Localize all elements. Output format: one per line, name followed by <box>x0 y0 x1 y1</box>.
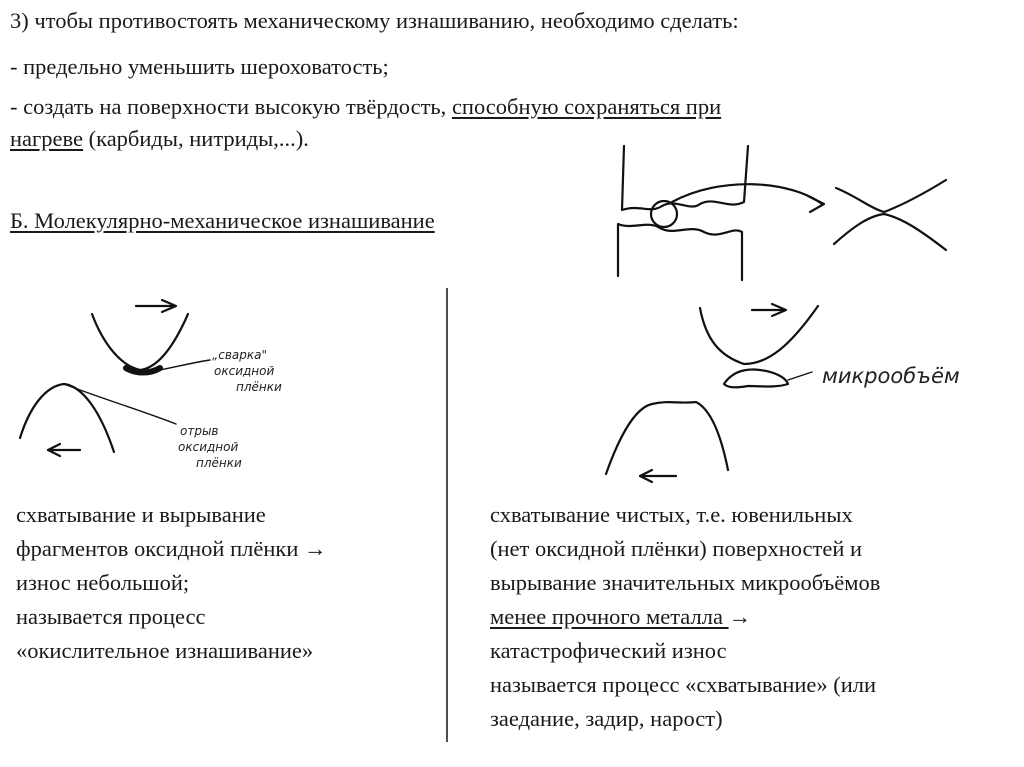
right-text-line1: схватывание чистых, т.е. ювенильных <box>490 502 853 527</box>
tear-label-2: оксидной <box>178 440 239 454</box>
right-text-line3: вырывание значительных микрообъёмов <box>490 570 881 595</box>
right-text-line4-underlined: менее прочного металла <box>490 604 729 629</box>
left-text-line2: фрагментов оксидной плёнки → <box>16 536 327 561</box>
weld-label-1: „сварка" <box>212 348 267 362</box>
left-text-line1: схватывание и вырывание <box>16 502 266 527</box>
right-arrow-icon: → <box>728 604 752 629</box>
left-text-line4: называется процесс <box>16 604 206 629</box>
rough-contact-sketch <box>618 146 946 280</box>
bullet-roughness: - предельно уменьшить шероховатость; <box>10 54 389 79</box>
right-text-line5: катастрофический износ <box>490 638 727 663</box>
right-text-line2: (нет оксидной плёнки) поверхностей и <box>490 536 863 561</box>
point-3-text: 3) чтобы противостоять механическому изнашиванию, необходимо сделать: <box>10 8 739 33</box>
weld-label-3: плёнки <box>236 380 282 394</box>
microvolume-sketch <box>606 304 818 482</box>
section-b-heading: Б. Молекулярно-механическое изнашивание <box>10 208 435 233</box>
right-text-line6: называется процесс «схватывание» (или <box>490 672 877 697</box>
weld-label-2: оксидной <box>214 364 275 378</box>
left-text-line3: износ небольшой; <box>16 570 190 595</box>
bullet-hardness-underlined: способную сохраняться при <box>451 94 722 119</box>
bullet-hardness-end: (карбиды, нитриды,...). <box>82 126 309 151</box>
right-text-line7: заедание, задир, нарост) <box>490 706 723 731</box>
left-text-line5: «окислительное изнашивание» <box>16 638 314 663</box>
tear-label-3: плёнки <box>196 456 242 470</box>
right-text-line4 <box>490 602 751 632</box>
microvolume-label: микрообъём <box>822 364 960 388</box>
bullet-hardness-start: - создать на поверхности высокую твёрдость, <box>10 94 452 119</box>
bullet-hardness-underlined-2: нагреве <box>10 126 83 151</box>
tear-label-1: отрыв <box>180 424 219 438</box>
